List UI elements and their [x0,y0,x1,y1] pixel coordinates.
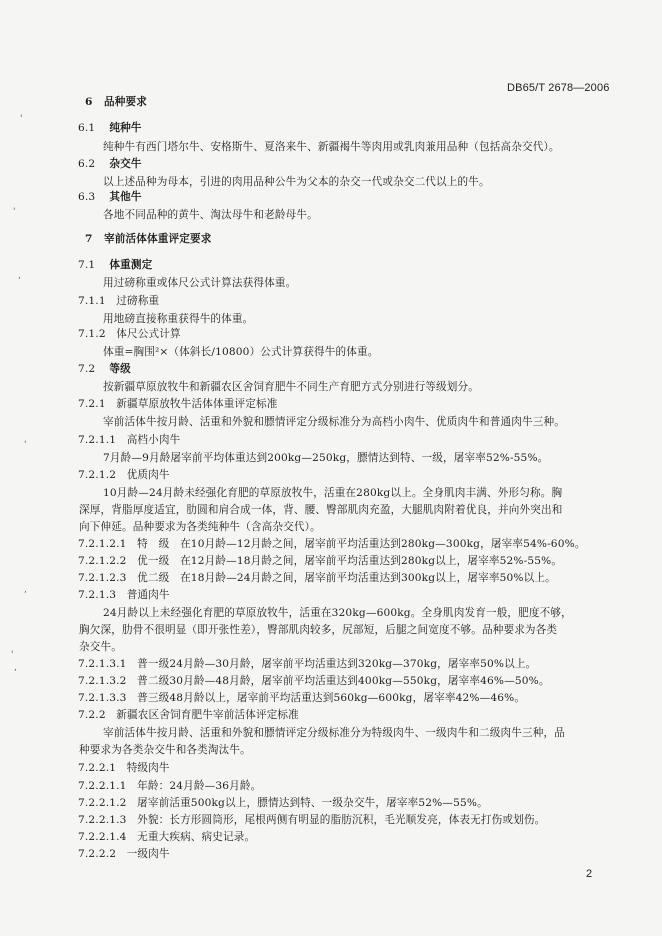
page-number: 2 [586,868,593,880]
clause-heading: 7.1.1 过磅称重 [78,295,160,307]
clause-heading: 7.2.2 新疆农区舍饲育肥牛宰前活体评定标准 [78,709,299,721]
clause-text: 用过磅称重或体尺公式计算法获得体重。 [103,277,297,289]
clause-text: 按新疆草原放牧牛和新疆农区舍饲育肥牛不同生产育肥方式分别进行等级划分。 [103,381,480,393]
clause-text: 纯种牛有西门塔尔牛、安格斯牛、夏洛来牛、新疆褐牛等肉用或乳肉兼用品种（包括高杂交代）。 [103,141,560,153]
clause-item: 7.2.1.2.2 优一级 在12月龄—18月龄之间，屠宰前平均活重达到280kg以上，屠宰率52%-55%。 [78,555,563,567]
clause-item: 7.2.2.1.3 外貌：长方形圆筒形，尾根两侧有明显的脂肪沉积，毛光顺发亮，体表无打伤或划伤。 [78,814,546,826]
clause-text: 7月龄—9月龄屠宰前平均体重达到200kg—250kg，膘情达到特、一级，屠宰率52%-55%。 [103,452,549,464]
clause-heading: 6.1 纯种牛 [78,122,142,134]
clause-heading: 7.2 等级 [78,363,131,375]
clause-item: 7.2.1.3.1 普一级24月龄—30月龄，屠宰前平均活重达到320kg—370kg，屠宰率50%以上。 [78,658,537,670]
clause-text: 宰前活体牛按月龄、活重和外貌和膘情评定分级标准分为特级肉牛、一级肉牛和二级肉牛三种，品 [103,727,565,739]
clause-text: 杂交牛。 [79,641,122,653]
clause-item: 7.2.2.1.2 屠宰前活重500kg以上，膘情达到特、一级杂交牛，屠宰率52%—55%。 [78,797,488,809]
clause-text: 10月龄—24月龄未经强化育肥的草原放牧牛，活重在280kg以上。全身肌肉丰满、外形匀称。胸 [103,487,563,499]
margin-mark: , [24,585,27,595]
margin-mark: , [18,271,21,281]
clause-heading: 7.2.1.1 高档小肉牛 [78,434,181,446]
clause-text: 以上述品种为母本，引进的肉用品种公牛为父本的杂交一代或杂交二代以上的牛。 [103,176,490,188]
clause-heading: 6.3 其他牛 [78,191,142,203]
clause-text: 胸欠深，肋骨不很明显（即开张性差），臀部肌肉较多，尻部短，后腿之间宽度不够。品种要求为各类 [79,624,558,636]
clause-item: 7.2.1.2.3 优二级 在18月龄—24月龄之间，屠宰前平均活重达到300kg以上，屠宰率50%以上。 [78,572,556,584]
margin-mark: ' [24,440,27,450]
clause-text: 24月龄以上未经强化育肥的草原放牧牛，活重在320kg—600kg。全身肌肉发育一般，肥度不够， [103,607,572,619]
document-code: DB65/T 2678—2006 [507,82,610,94]
clause-text: 宰前活体牛按月龄、活重和外貌和膘情评定分级标准分为高档小肉牛、优质肉牛和普通肉牛三种。 [103,416,565,428]
clause-text: 用地磅直接称重获得牛的体重。 [103,313,254,325]
clause-text: 各地不同品种的黄牛、淘汰母牛和老龄母牛。 [103,209,318,221]
margin-mark: , [14,663,17,673]
margin-mark: ' [13,207,16,217]
clause-heading: 7.2.1.3 普通肉牛 [78,589,170,601]
clause-text: 种要求为各类杂交牛和各类淘汰牛。 [79,744,251,756]
clause-text: 体重=胸围²×（体斜长/10800）公式计算获得牛的体重。 [103,346,379,358]
section-heading: 6 品种要求 [85,96,148,108]
clause-heading: 7.1.2 体尺公式计算 [78,328,181,340]
clause-item: 7.2.1.2.1 特 级 在10月龄—12月龄之间，屠宰前平均活重达到280kg—300kg，屠宰率54%-60%。 [78,538,586,550]
clause-item: 7.2.2.1.1 年龄：24月龄—36月龄。 [78,780,262,792]
clause-heading: 7.2.2.2 一级肉牛 [78,848,170,860]
clause-heading: 6.2 杂交牛 [78,158,142,170]
clause-text: 向下伸延。品种要求为各类纯种牛（含高杂交代）。 [79,521,321,533]
clause-text: 深厚，背脂厚度适宜，肋圆和肩合成一体，背、腰、臀部肌肉充盈，大腿肌肉附着优良，并向外突出和 [79,504,563,516]
clause-heading: 7.1 体重测定 [78,259,153,271]
clause-heading: 7.2.1 新疆草原放牧牛活体体重评定标准 [78,398,278,410]
margin-mark: ' [20,114,23,124]
clause-item: 7.2.2.1.4 无重大疾病、病史记录。 [78,831,256,843]
clause-heading: 7.2.2.1 特级肉牛 [78,762,170,774]
margin-mark: ' [11,650,14,660]
section-heading: 7 宰前活体体重评定要求 [85,233,212,245]
clause-item: 7.2.1.3.2 普二级30月龄—48月龄，屠宰前平均活重达到400kg—550kg，屠宰率46%—50%。 [78,675,550,687]
clause-heading: 7.2.1.2 优质肉牛 [78,469,170,481]
clause-item: 7.2.1.3.3 普三级48月龄以上，屠宰前平均活重达到560kg—600kg，屠宰率42%—46%。 [78,692,526,704]
